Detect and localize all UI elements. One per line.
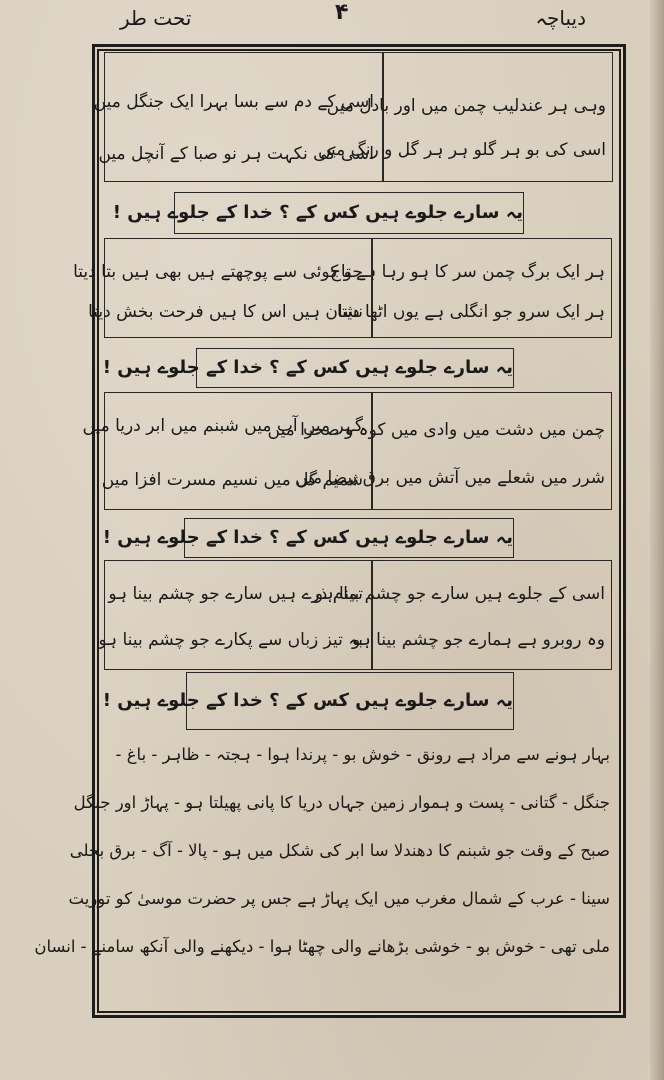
header-right-title: دیباچہ	[535, 6, 586, 30]
stanza-1-refrain-box	[112, 192, 524, 234]
stanza-4-left-cell	[98, 560, 372, 670]
stanza-2-refrain-box	[102, 348, 514, 388]
stanza-1-right-cell	[318, 52, 613, 182]
header-left-title: تحت طر	[120, 6, 192, 30]
stanza-3-left-line-1: گہر میں آب میں شبنم میں ابر دریا میں	[82, 416, 363, 436]
note-line-2: جنگل - گتانی - پست و ہموار زمین جہاں دریا کا پانی پھیلتا ہو - پہاڑ اور جنگل	[73, 793, 610, 812]
stanza-4-refrain: یہ سارے جلوے ہیں کس کے ؟ خدا کے جلوے ہیں !	[102, 690, 513, 711]
note-line-5: ملی تھی - خوش بو - خوشی بڑھانے والی چھٹا ہوا - دیکھنے والی آنکھ سامنے - انسان	[34, 937, 610, 956]
stanza-3-right-cell	[267, 392, 612, 510]
stanza-3-refrain-box	[102, 518, 514, 558]
stanza-3-left-line-2: شمیم گل میں نسیم مسرت افزا میں	[101, 470, 363, 490]
stanza-4-right-cell	[314, 560, 612, 670]
stanza-2-right-line-1: ہر ایک برگ چمن سر کا ہو رہا ہے تاج	[329, 262, 605, 282]
stanza-4-left-line-2: بہ تیز زباں سے پکارے جو چشم بینا ہو	[98, 630, 363, 650]
note-line-3: صبح کے وقت جو شبنم کا دھندلا سا ابر کی شکل میں ہو - پالا - آگ - برق بجلی	[69, 841, 610, 860]
page-number: ۴	[335, 0, 349, 25]
stanza-2-right-cell	[329, 238, 612, 338]
stanza-4-refrain-box	[102, 672, 514, 730]
stanza-1-left-cell	[93, 52, 383, 182]
note-line-4: سینا - عرب کے شمال مغرب میں ایک پہاڑ ہے جس پر حضرت موسیٰ کو توریت	[68, 889, 610, 908]
glossary-notes	[34, 740, 610, 1010]
stanza-1-left-line-1: اسی کے دم سے بسا بہرا ایک جنگل میں	[93, 92, 374, 112]
stanza-4-right-line-1: اسی کے جلوے ہیں سارے جو چشم بینا ہو	[314, 584, 605, 604]
page-edge-shadow	[650, 0, 664, 1080]
stanza-2-left-line-1: جو کوئی سے پوچھتے ہیں بھی ہیں بتا دیتا	[73, 262, 363, 282]
stanza-1-right-line-1: وہی ہر عندلیب چمن میں اور بادل میں	[326, 96, 606, 116]
stanza-1-refrain: یہ سارے جلوے ہیں کس کے ؟ خدا کے جلوے ہیں !	[112, 202, 523, 223]
stanza-1-left-line-2: اسی کی نکہت ہر نو صبا کے آنچل میں	[98, 144, 374, 164]
page-header	[0, 0, 664, 42]
stanza-4-right-line-2: وہ روبرو ہے ہمارے جو چشم بینا ہو	[352, 630, 605, 650]
stanza-3-right-line-2: شرر میں شعلے میں آتش میں برق بیضا میں	[294, 468, 605, 488]
stanza-1-right-line-2: اسی کی بو ہر گلو ہر ہر گل و رنگ میں	[318, 140, 606, 160]
stanza-3-left-cell	[82, 392, 372, 510]
stanza-2-right-line-2: ہر ایک سرو جو انگلی ہے یوں اٹھا دیتا	[336, 302, 605, 322]
stanza-4-left-line-1: تمام ذرے ہیں سارے جو چشم بینا ہو	[108, 584, 363, 604]
stanza-3-refrain: یہ سارے جلوے ہیں کس کے ؟ خدا کے جلوے ہیں !	[102, 527, 513, 548]
stanza-2-left-line-2: نشان ہیں اس کا ہیں فرحت بخش دیتا	[88, 302, 363, 322]
stanza-3-right-line-1: چمن میں دشت میں وادی میں کوہ و صحرا میں	[267, 420, 605, 440]
stanza-2-refrain: یہ سارے جلوے ہیں کس کے ؟ خدا کے جلوے ہیں !	[102, 357, 513, 378]
note-line-1: بہار ہونے سے مراد ہے رونق - خوش بو - پرندا ہوا - ہجتہ - ظاہر - باغ -	[115, 745, 610, 764]
stanza-2-left-cell	[73, 238, 372, 338]
